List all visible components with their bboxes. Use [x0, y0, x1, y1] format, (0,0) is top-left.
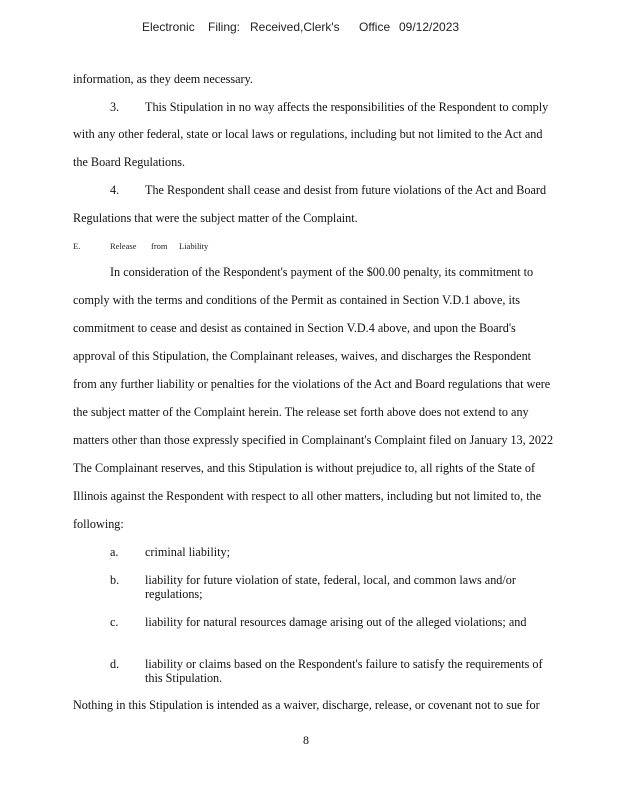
section-letter: E. — [73, 241, 81, 251]
text-line: The Complainant reserves, and this Stipulation is without prejudice to, all rights of the State of — [73, 461, 536, 475]
list-item-letter: b. — [110, 573, 120, 587]
header-office: Office — [359, 20, 391, 34]
page-number: 8 — [303, 733, 309, 747]
text-line: Regulations that were the subject matter of the Complaint. — [73, 211, 358, 225]
text-line: The Respondent shall cease and desist from future violations of the Act and Board — [145, 183, 547, 197]
section-word: Liability — [179, 241, 209, 251]
text-line: This Stipulation in no way affects the responsibilities of the Respondent to comply — [145, 100, 549, 114]
section-word: Release — [110, 241, 137, 251]
text-line: In consideration of the Respondent's payment of the $00.00 penalty, its commitment to — [110, 265, 534, 279]
text-line: following: — [73, 517, 124, 531]
list-item-text: liability for natural resources damage arising out of the alleged violations; and — [145, 615, 527, 629]
list-item-letter: c. — [110, 615, 119, 629]
list-item-letter: d. — [110, 657, 120, 671]
text-line: Illinois against the Respondent with respect to all other matters, including but not limited to, the — [73, 489, 542, 503]
header-electronic: Electronic — [142, 20, 195, 34]
header-filing: Filing: — [208, 20, 241, 34]
paragraph-number: 4. — [110, 183, 120, 197]
paragraph-number: 3. — [110, 100, 120, 114]
list-item-text: liability for future violation of state, federal, local, and common laws and/or regulations; — [145, 573, 516, 601]
list-item-text: liability or claims based on the Respondent's failure to satisfy the requirements of this Stipulation. — [145, 657, 543, 685]
text-line: with any other federal, state or local laws or regulations, including but not limited to the Act and — [73, 127, 543, 141]
text-line: from any further liability or penalties for the violations of the Act and Board regulations that were — [73, 377, 551, 391]
header-date: 09/12/2023 — [399, 20, 460, 34]
text-line: commitment to cease and desist as contained in Section V.D.4 above, and upon the Board's — [73, 321, 516, 335]
section-word: from — [151, 241, 168, 251]
text-line: comply with the terms and conditions of the Permit as contained in Section V.D.1 above, its — [73, 293, 521, 307]
list-item-letter: a. — [110, 545, 119, 559]
list-item-text: criminal liability; — [145, 545, 230, 559]
text-line: the Board Regulations. — [73, 155, 186, 169]
text-line: approval of this Stipulation, the Complainant releases, waives, and discharges the Respondent — [73, 349, 532, 363]
closing-line: Nothing in this Stipulation is intended as a waiver, discharge, release, or covenant not to sue for — [73, 698, 540, 712]
text-line: matters other than those expressly specified in Complainant's Complaint filed on January 13, 2022 — [73, 433, 554, 447]
header-received: Received,Clerk's — [250, 20, 340, 34]
text-line: the subject matter of the Complaint herein. The release set forth above does not extend to any — [73, 405, 529, 419]
text-line: information, as they deem necessary. — [73, 72, 253, 86]
